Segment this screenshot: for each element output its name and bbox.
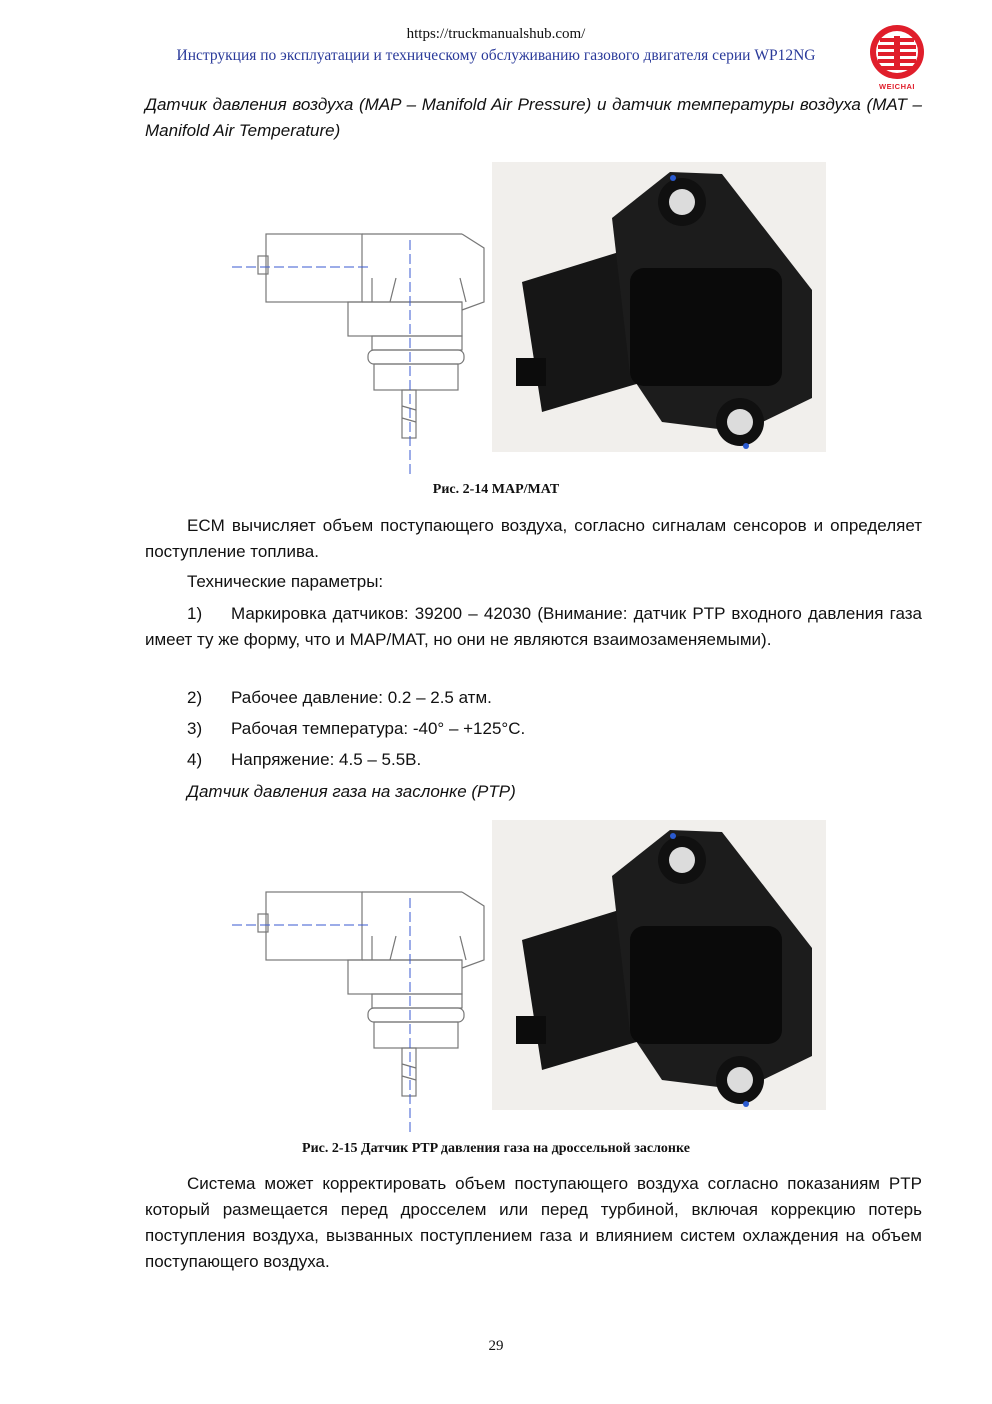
list-item-4-text: Напряжение: 4.5 – 5.5В. <box>231 750 422 769</box>
list-item-3-text: Рабочая температура: -40° – +125°C. <box>231 719 526 738</box>
page-number: 29 <box>488 1338 504 1354</box>
list-item-2-num: 2) <box>187 688 203 707</box>
params-title: Технические параметры: <box>187 572 384 591</box>
sensor-technical-drawing <box>258 234 484 438</box>
list-item-4-num: 4) <box>187 750 203 769</box>
logo-text: WEICHAI <box>879 82 915 91</box>
figure2-caption: Рис. 2-15 Датчик PTP давления газа на дроссельной заслонке <box>302 1141 690 1156</box>
list-item-3-num: 3) <box>187 719 203 738</box>
header-title: Инструкция по эксплуатации и техническому обслуживанию газового двигателя серии WP12NG <box>176 47 816 64</box>
figure-ptp <box>222 818 826 1134</box>
list-item-2-text: Рабочее давление: 0.2 – 2.5 атм. <box>231 688 492 707</box>
header-url: https://truckmanualshub.com/ <box>406 26 586 42</box>
list-item-2 <box>187 685 922 711</box>
ptp-paragraph: Система может корректировать объем поступающего воздуха согласно показаниям PTP который размещается перед дросселем или перед турбиной, включая коррекцию потерь поступления воздуха, вызванных поступлением газа и влиянием систем охлаждения на объем поступающего воздуха. <box>145 1174 922 1271</box>
figure1-caption: Рис. 2-14 MAP/MAT <box>432 482 560 497</box>
list-item-1-num: 1) <box>187 604 203 623</box>
list-item-1-text: Маркировка датчиков: 39200 – 42030 (Внимание: датчик PTP входного давления газа имеет ту же форму, что и MAP/MAT, но они не являются взаимозаменяемыми). <box>145 604 922 649</box>
figure-map-mat <box>222 160 826 476</box>
list-item-4 <box>187 747 922 773</box>
list-item-3 <box>187 716 922 742</box>
section1-heading: Датчик давления воздуха (MAP – Manifold Air Pressure) и датчик температуры воздуха (MAT – Manifold Air Temperature) <box>145 95 922 140</box>
ptp-technical-drawing <box>258 892 484 1096</box>
ecm-paragraph: ECM вычисляет объем поступающего воздуха, согласно сигналам сенсоров и определяет поступление топлива. <box>145 516 922 561</box>
section2-heading: Датчик давления газа на заслонке (PTP) <box>187 782 516 801</box>
weichai-logo-icon <box>866 22 928 94</box>
list-item-1 <box>145 601 922 653</box>
